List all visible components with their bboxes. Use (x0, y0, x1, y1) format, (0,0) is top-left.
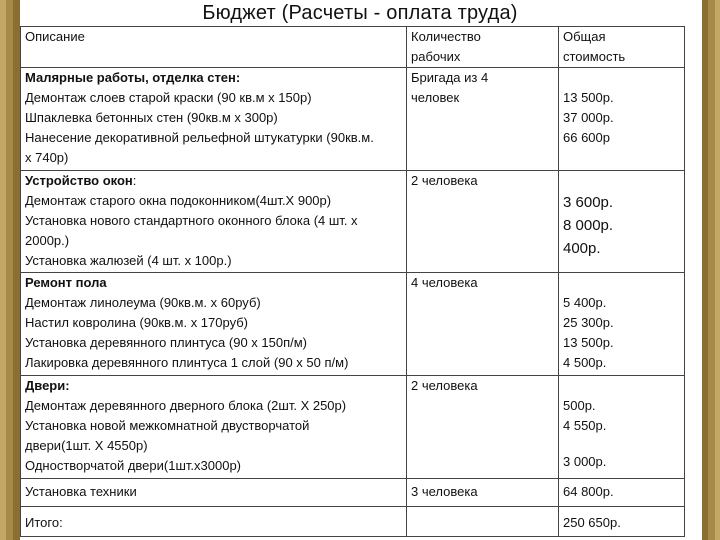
left-frame-border (0, 0, 20, 540)
budget-table (20, 26, 685, 537)
total-label-cell: Итого: (21, 507, 407, 537)
table-row-floor (21, 273, 685, 376)
description-cell: Устройство окон: Демонтаж старого окна подоконником(4шт.Х 900р) Установка нового стандартного оконного блока (4 шт. х 2000р.) Установка жалюзей (4 шт. х 100р.) (21, 171, 407, 273)
section-heading: Малярные работы, отделка стен: (25, 70, 241, 85)
cost-cell: 5 400р. 25 300р. 13 500р. 4 500р. (559, 273, 685, 376)
description-cell: Двери: Демонтаж деревянного дверного блока (2шт. Х 250р) Установка новой межкомнатной двустворчатой двери(1шт. Х 4550р) Одностворчатой двери(1шт.х3000р) (21, 376, 407, 479)
description-cell (21, 479, 407, 507)
workers-cell: 2 человека (407, 171, 559, 273)
description-cell: Ремонт пола Демонтаж линолеума (90кв.м. х 60руб) Настил ковролина (90кв.м. х 170руб) Установка деревянного плинтуса (90 х 150п/м) Лакировка деревянного плинтуса 1 слой (90 х 50 п/м) (21, 273, 407, 376)
total-cost-cell: 250 650р. (559, 507, 685, 537)
description-cell: Малярные работы, отделка стен: Демонтаж слоев старой краски (90 кв.м х 150р) Шпаклевка бетонных стен (90кв.м х 300р) Нанесение декоративной рельефной штукатурки (90кв.м. х 740р) (21, 68, 407, 171)
table-row-appliances (21, 479, 685, 507)
cost-cell: 13 500р. 37 000р. 66 600р (559, 68, 685, 171)
section-heading: Установка техники (25, 484, 137, 499)
workers-cell: 4 человека (407, 273, 559, 376)
section-heading: Двери: (25, 378, 70, 393)
section-heading: Ремонт пола (25, 275, 107, 290)
workers-cell: Бригада из 4 человек (407, 68, 559, 171)
total-workers-cell (407, 507, 559, 537)
workers-cell: 3 человека (407, 479, 559, 507)
cost-cell: 64 800р. (559, 479, 685, 507)
page-title: Бюджет (Расчеты - оплата труда) (202, 2, 518, 24)
table-row-windows (21, 171, 685, 273)
header-description: Описание (21, 27, 407, 68)
table-row-doors (21, 376, 685, 479)
right-frame-border (702, 0, 720, 540)
table-row-total (21, 507, 685, 537)
table-header-row (21, 27, 685, 68)
table-row-painting (21, 68, 685, 171)
header-workers: Количество рабочих (407, 27, 559, 68)
cost-cell: 500р. 4 550р. 3 000р. (559, 376, 685, 479)
section-heading: Устройство окон (25, 173, 133, 188)
workers-cell: 2 человека (407, 376, 559, 479)
header-cost: Общая стоимость (559, 27, 685, 68)
cost-cell: 3 600р. 8 000р. 400р. (559, 171, 685, 273)
